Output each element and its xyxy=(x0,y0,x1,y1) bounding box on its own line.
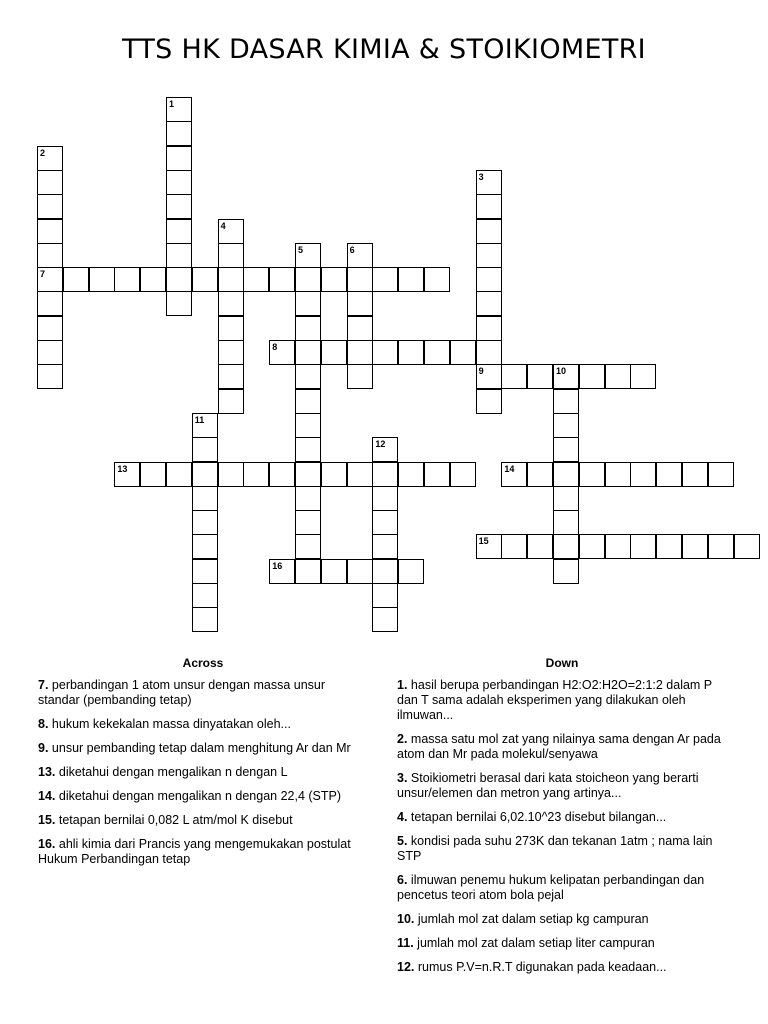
clue-text: Stoikiometri berasal dari kata stoicheon yang berarti unsur/elemen dan metron yang artinya... xyxy=(397,771,699,800)
grid-cell[interactable] xyxy=(192,462,218,487)
grid-cell[interactable] xyxy=(114,462,140,487)
down-clue xyxy=(397,912,727,927)
clue-number-label: 11. xyxy=(397,936,414,950)
grid-cell[interactable] xyxy=(553,559,579,584)
across-clue xyxy=(38,678,368,708)
grid-cell[interactable] xyxy=(192,437,218,462)
grid-cell[interactable] xyxy=(398,462,424,487)
grid-cell[interactable] xyxy=(476,243,502,268)
grid-cell[interactable] xyxy=(347,340,373,365)
clue-number-label: 16. xyxy=(38,837,56,851)
across-clue xyxy=(38,765,368,780)
grid-cell[interactable] xyxy=(424,340,450,365)
grid-cell[interactable] xyxy=(579,364,605,389)
grid-cell[interactable] xyxy=(89,267,115,292)
grid-cell[interactable] xyxy=(527,364,553,389)
grid-cell[interactable] xyxy=(501,364,527,389)
down-clue xyxy=(397,834,727,864)
grid-cell[interactable] xyxy=(553,534,579,559)
grid-cell[interactable] xyxy=(476,219,502,244)
across-clue xyxy=(38,789,368,804)
grid-cell[interactable] xyxy=(553,486,579,511)
grid-cell[interactable] xyxy=(450,340,476,365)
grid-cell[interactable] xyxy=(630,364,656,389)
across-clue-list xyxy=(38,678,368,867)
clue-number-label: 4. xyxy=(397,810,408,824)
clue-number: 8 xyxy=(272,342,278,352)
grid-cell[interactable] xyxy=(243,267,269,292)
grid-cell[interactable] xyxy=(218,291,244,316)
down-clues xyxy=(397,656,727,984)
grid-cell[interactable] xyxy=(347,291,373,316)
clue-number: 11 xyxy=(194,414,205,425)
grid-cell[interactable] xyxy=(372,534,398,559)
grid-cell[interactable] xyxy=(553,462,579,487)
down-clue xyxy=(397,960,727,975)
grid-cell[interactable] xyxy=(218,462,244,487)
grid-cell[interactable] xyxy=(37,340,63,365)
grid-cell[interactable] xyxy=(321,462,347,487)
grid-cell[interactable] xyxy=(295,364,321,389)
grid-cell[interactable] xyxy=(321,559,347,584)
grid-cell[interactable] xyxy=(37,194,63,219)
grid-cell[interactable] xyxy=(218,340,244,365)
clue-text: kondisi pada suhu 273K dan tekanan 1atm ; nama lain STP xyxy=(397,834,713,863)
grid-cell[interactable] xyxy=(192,559,218,584)
grid-cell[interactable] xyxy=(605,462,631,487)
across-clue xyxy=(38,717,368,732)
clue-number: 3 xyxy=(478,171,484,182)
down-clue xyxy=(397,771,727,801)
grid-cell[interactable] xyxy=(527,534,553,559)
down-clue xyxy=(397,732,727,762)
grid-cell[interactable] xyxy=(476,267,502,292)
clue-text: jumlah mol zat dalam setiap liter campuran xyxy=(413,936,655,950)
clue-number-label: 5. xyxy=(397,834,408,848)
clue-text: diketahui dengan mengalikan n dengan 22,4 (STP) xyxy=(55,789,342,803)
grid-cell[interactable] xyxy=(295,316,321,341)
grid-cell[interactable] xyxy=(218,219,244,244)
grid-cell[interactable] xyxy=(37,219,63,244)
clue-text: ahli kimia dari Prancis yang mengemukakan postulat Hukum Perbandingan tetap xyxy=(38,837,351,866)
grid-cell[interactable] xyxy=(269,559,295,584)
grid-cell[interactable] xyxy=(372,607,398,632)
grid-cell[interactable] xyxy=(398,267,424,292)
grid-cell[interactable] xyxy=(734,534,760,559)
grid-cell[interactable] xyxy=(192,583,218,608)
grid-cell[interactable] xyxy=(656,462,682,487)
grid-cell[interactable] xyxy=(553,437,579,462)
across-clues xyxy=(38,656,368,876)
grid-cell[interactable] xyxy=(166,462,192,487)
grid-cell[interactable] xyxy=(501,534,527,559)
grid-cell[interactable] xyxy=(140,462,166,487)
grid-cell[interactable] xyxy=(269,462,295,487)
across-clue xyxy=(38,837,368,867)
clue-number: 1 xyxy=(169,99,175,109)
grid-cell[interactable] xyxy=(37,170,63,195)
grid-cell[interactable] xyxy=(347,267,373,292)
grid-cell[interactable] xyxy=(37,243,63,268)
grid-cell[interactable] xyxy=(37,291,63,316)
clue-number: 9 xyxy=(478,366,484,377)
grid-cell[interactable] xyxy=(501,462,527,487)
grid-cell[interactable] xyxy=(269,340,295,365)
grid-cell[interactable] xyxy=(630,534,656,559)
clue-text: perbandingan 1 atom unsur dengan massa unsur standar (pembanding tetap) xyxy=(38,678,326,707)
clue-number: 14 xyxy=(504,463,515,474)
grid-cell[interactable] xyxy=(166,146,192,171)
grid-cell[interactable] xyxy=(372,510,398,535)
grid-cell[interactable] xyxy=(372,559,398,584)
clue-number-label: 6. xyxy=(397,873,408,887)
clue-number-label: 12. xyxy=(397,960,415,974)
clue-number-label: 2. xyxy=(397,732,408,746)
clue-number-label: 13. xyxy=(38,765,56,779)
clue-number: 7 xyxy=(40,269,46,280)
clue-number: 4 xyxy=(220,220,226,231)
grid-cell[interactable] xyxy=(218,389,244,414)
grid-cell[interactable] xyxy=(295,534,321,559)
down-clue xyxy=(397,810,727,825)
grid-cell[interactable] xyxy=(295,413,321,438)
grid-cell[interactable] xyxy=(347,462,373,487)
grid-cell[interactable] xyxy=(218,243,244,268)
clue-number-label: 15. xyxy=(38,813,56,827)
grid-cell[interactable] xyxy=(682,534,708,559)
grid-cell[interactable] xyxy=(166,121,192,146)
grid-cell[interactable] xyxy=(63,267,89,292)
grid-cell[interactable] xyxy=(476,291,502,316)
grid-cell[interactable] xyxy=(372,462,398,487)
grid-cell[interactable] xyxy=(166,219,192,244)
grid-cell[interactable] xyxy=(476,364,502,389)
clue-text: tetapan bernilai 0,082 L atm/mol K disebut xyxy=(55,813,293,827)
clue-number: 12 xyxy=(375,439,386,450)
clue-number: 10 xyxy=(556,366,567,377)
grid-cell[interactable] xyxy=(372,486,398,511)
clue-text: rumus P.V=n.R.T digunakan pada keadaan... xyxy=(414,960,667,974)
grid-cell[interactable] xyxy=(321,340,347,365)
grid-cell[interactable] xyxy=(424,462,450,487)
clue-text: massa satu mol zat yang nilainya sama dengan Ar pada atom dan Mr pada molekul/senyawa xyxy=(397,732,721,761)
clue-number: 6 xyxy=(349,244,355,255)
clue-number-label: 10. xyxy=(397,912,415,926)
grid-cell[interactable] xyxy=(295,340,321,365)
grid-cell[interactable] xyxy=(372,583,398,608)
grid-cell[interactable] xyxy=(476,389,502,414)
grid-cell[interactable] xyxy=(708,462,734,487)
grid-cell[interactable] xyxy=(37,316,63,341)
clue-number-label: 8. xyxy=(38,717,49,731)
grid-cell[interactable] xyxy=(218,316,244,341)
clue-number-label: 9. xyxy=(38,741,49,755)
clue-text: hukum kekekalan massa dinyatakan oleh... xyxy=(48,717,291,731)
grid-cell[interactable] xyxy=(553,389,579,414)
grid-cell[interactable] xyxy=(398,340,424,365)
grid-cell[interactable] xyxy=(553,364,579,389)
grid-cell[interactable] xyxy=(347,559,373,584)
grid-cell[interactable] xyxy=(424,267,450,292)
grid-cell[interactable] xyxy=(476,340,502,365)
down-clue xyxy=(397,936,727,951)
grid-cell[interactable] xyxy=(476,534,502,559)
grid-cell[interactable] xyxy=(372,340,398,365)
grid-cell[interactable] xyxy=(372,437,398,462)
grid-cell[interactable] xyxy=(295,559,321,584)
grid-cell[interactable] xyxy=(218,364,244,389)
grid-cell[interactable] xyxy=(295,510,321,535)
clue-number: 16 xyxy=(272,560,283,571)
grid-cell[interactable] xyxy=(347,364,373,389)
across-clue xyxy=(38,813,368,828)
clue-number-label: 3. xyxy=(397,771,408,785)
grid-cell[interactable] xyxy=(166,97,192,122)
grid-cell[interactable] xyxy=(579,462,605,487)
grid-cell[interactable] xyxy=(192,413,218,438)
grid-cell[interactable] xyxy=(295,486,321,511)
grid-cell[interactable] xyxy=(321,267,347,292)
grid-cell[interactable] xyxy=(166,170,192,195)
clue-text: hasil berupa perbandingan H2:O2:H2O=2:1:2 dalam P dan T sama adalah eksperimen yang dilakukan oleh ilmuwan... xyxy=(397,678,712,722)
grid-cell[interactable] xyxy=(295,437,321,462)
grid-cell[interactable] xyxy=(527,462,553,487)
grid-cell[interactable] xyxy=(450,462,476,487)
grid-cell[interactable] xyxy=(476,316,502,341)
clue-text: unsur pembanding tetap dalam menghitung Ar dan Mr xyxy=(48,741,351,755)
grid-cell[interactable] xyxy=(37,267,63,292)
clue-number: 2 xyxy=(40,147,46,158)
grid-cell[interactable] xyxy=(37,364,63,389)
grid-cell[interactable] xyxy=(269,267,295,292)
grid-cell[interactable] xyxy=(708,534,734,559)
grid-cell[interactable] xyxy=(192,510,218,535)
grid-cell[interactable] xyxy=(605,534,631,559)
grid-cell[interactable] xyxy=(192,607,218,632)
grid-cell[interactable] xyxy=(140,267,166,292)
grid-cell[interactable] xyxy=(192,486,218,511)
grid-cell[interactable] xyxy=(192,267,218,292)
page-title: TTS HK DASAR KIMIA & STOIKIOMETRI xyxy=(122,34,646,65)
down-heading: Down xyxy=(545,656,579,670)
clue-number: 5 xyxy=(298,244,304,255)
clue-text: tetapan bernilai 6,02.10^23 disebut bilangan... xyxy=(407,810,667,824)
grid-cell[interactable] xyxy=(166,243,192,268)
grid-cell[interactable] xyxy=(37,146,63,171)
grid-cell[interactable] xyxy=(192,534,218,559)
grid-cell[interactable] xyxy=(166,194,192,219)
grid-cell[interactable] xyxy=(398,559,424,584)
clue-number-label: 7. xyxy=(38,678,49,692)
grid-cell[interactable] xyxy=(372,267,398,292)
clue-number-label: 14. xyxy=(38,789,56,803)
grid-cell[interactable] xyxy=(114,267,140,292)
grid-cell[interactable] xyxy=(295,243,321,268)
grid-cell[interactable] xyxy=(347,316,373,341)
grid-cell[interactable] xyxy=(553,510,579,535)
clue-text: jumlah mol zat dalam setiap kg campuran xyxy=(414,912,649,926)
down-clue-list xyxy=(397,678,727,975)
across-heading: Across xyxy=(182,656,224,670)
grid-cell[interactable] xyxy=(476,170,502,195)
grid-cell[interactable] xyxy=(347,243,373,268)
grid-cell[interactable] xyxy=(295,291,321,316)
grid-cell[interactable] xyxy=(476,194,502,219)
grid-cell[interactable] xyxy=(682,462,708,487)
grid-cell[interactable] xyxy=(579,534,605,559)
grid-cell[interactable] xyxy=(553,413,579,438)
across-clue xyxy=(38,741,368,756)
grid-cell[interactable] xyxy=(295,389,321,414)
grid-cell[interactable] xyxy=(218,267,244,292)
grid-cell[interactable] xyxy=(295,267,321,292)
grid-cell[interactable] xyxy=(605,364,631,389)
grid-cell[interactable] xyxy=(166,291,192,316)
clue-text: ilmuwan penemu hukum kelipatan perbandingan dan pencetus teori atom bola pejal xyxy=(397,873,705,902)
down-clue xyxy=(397,678,727,723)
clue-number: 13 xyxy=(117,463,128,474)
grid-cell[interactable] xyxy=(295,462,321,487)
clue-number-label: 1. xyxy=(397,678,408,692)
grid-cell[interactable] xyxy=(243,462,269,487)
grid-cell[interactable] xyxy=(630,462,656,487)
clue-text: diketahui dengan mengalikan n dengan L xyxy=(55,765,288,779)
grid-cell[interactable] xyxy=(656,534,682,559)
clue-number: 15 xyxy=(478,536,489,547)
down-clue xyxy=(397,873,727,903)
grid-cell[interactable] xyxy=(166,267,192,292)
